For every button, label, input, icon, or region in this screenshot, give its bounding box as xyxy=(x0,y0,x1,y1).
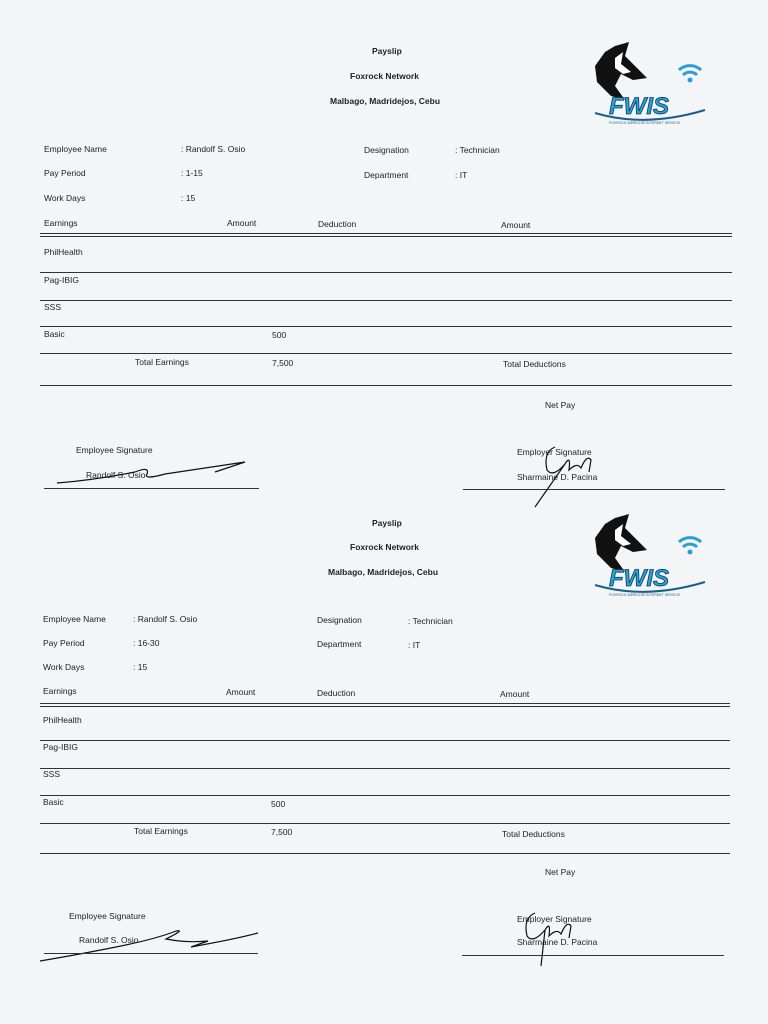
employee-signature-line xyxy=(44,953,258,954)
row-label: PhilHealth xyxy=(44,247,83,257)
header-rule xyxy=(40,703,730,704)
total-earnings-value: 7,500 xyxy=(271,827,293,837)
amount-header: Amount xyxy=(226,687,256,697)
row-amount: 500 xyxy=(271,799,286,809)
pay-period-value: : 16-30 xyxy=(133,638,160,648)
employer-signature-label: Employer Signature xyxy=(517,914,592,924)
total-earnings-label: Total Earnings xyxy=(134,826,188,836)
logo-text: FWIS xyxy=(609,565,669,592)
row-divider xyxy=(40,740,730,741)
total-deductions-label: Total Deductions xyxy=(503,359,566,369)
fwis-logo xyxy=(585,510,715,600)
designation-label: Designation xyxy=(364,145,409,155)
row-divider xyxy=(40,823,730,824)
net-pay-label: Net Pay xyxy=(545,400,576,410)
department-value: : IT xyxy=(455,170,468,180)
row-label: Basic xyxy=(44,329,65,339)
payslip-title: Payslip xyxy=(372,518,402,528)
employer-signer-name: Sharmaine D. Pacina xyxy=(517,937,598,947)
pay-period-label: Pay Period xyxy=(44,168,86,178)
employer-signature-line xyxy=(462,955,724,956)
deduction-header: Deduction xyxy=(317,688,356,698)
row-label: PhilHealth xyxy=(43,715,82,725)
employee-name-value: : Randolf S. Osio xyxy=(181,144,246,154)
total-deductions-label: Total Deductions xyxy=(502,829,565,839)
designation-label: Designation xyxy=(317,615,362,625)
employee-name-label: Employee Name xyxy=(44,144,107,154)
deduction-amount-header: Amount xyxy=(500,689,530,699)
row-label: Basic xyxy=(43,797,64,807)
company-address: Malbago, Madridejos, Cebu xyxy=(328,567,439,577)
employee-signature-label: Employee Signature xyxy=(76,445,153,455)
employee-name-value: : Randolf S. Osio xyxy=(133,614,198,624)
logo-text: FWIS xyxy=(609,93,669,120)
department-label: Department xyxy=(317,639,362,649)
employee-signature-scribble xyxy=(36,925,266,965)
total-earnings-label: Total Earnings xyxy=(135,357,189,367)
work-days-label: Work Days xyxy=(43,662,85,672)
header-rule-double xyxy=(40,706,730,707)
row-divider xyxy=(40,768,730,769)
net-pay-label: Net Pay xyxy=(545,867,576,877)
total-earnings-value: 7,500 xyxy=(272,358,294,368)
employee-signer-name: Randolf S. Osio xyxy=(79,935,139,945)
work-days-label: Work Days xyxy=(44,193,86,203)
employee-name-label: Employee Name xyxy=(43,614,106,624)
earnings-header: Earnings xyxy=(43,686,77,696)
designation-value: : Technician xyxy=(455,145,500,155)
employee-signature-label: Employee Signature xyxy=(69,911,146,921)
company-address: Malbago, Madridejos, Cebu xyxy=(330,96,441,106)
deduction-amount-header: Amount xyxy=(501,220,531,230)
totals-rule xyxy=(40,853,730,854)
logo-subtext: FOXROCK WIRELESS INTERNET SERVICE xyxy=(609,593,681,597)
row-label: SSS xyxy=(43,769,61,779)
designation-value: : Technician xyxy=(408,616,453,626)
department-value: : IT xyxy=(408,640,421,650)
pay-period-label: Pay Period xyxy=(43,638,85,648)
employer-signer-name: Sharmaine D. Pacina xyxy=(517,472,598,482)
row-divider xyxy=(40,795,730,796)
pay-period-value: : 1-15 xyxy=(181,168,203,178)
amount-header: Amount xyxy=(227,218,257,228)
employer-signature-label: Employer Signature xyxy=(517,447,592,457)
row-label: Pag-IBIG xyxy=(43,742,78,752)
employer-signature-scribble xyxy=(505,908,585,978)
company-name: Foxrock Network xyxy=(350,71,419,81)
department-label: Department xyxy=(364,170,409,180)
work-days-value: : 15 xyxy=(181,193,196,203)
deduction-header: Deduction xyxy=(318,219,357,229)
row-label: SSS xyxy=(44,302,62,312)
row-label: Pag-IBIG xyxy=(44,275,79,285)
logo-subtext: FOXROCK WIRELESS INTERNET SERVICE xyxy=(609,121,681,125)
employee-signer-name: Randolf S. Osio xyxy=(86,470,146,480)
work-days-value: : 15 xyxy=(133,662,148,672)
company-name: Foxrock Network xyxy=(350,542,419,552)
earnings-header: Earnings xyxy=(44,218,78,228)
payslip-title: Payslip xyxy=(372,46,402,56)
row-amount: 500 xyxy=(272,330,287,340)
